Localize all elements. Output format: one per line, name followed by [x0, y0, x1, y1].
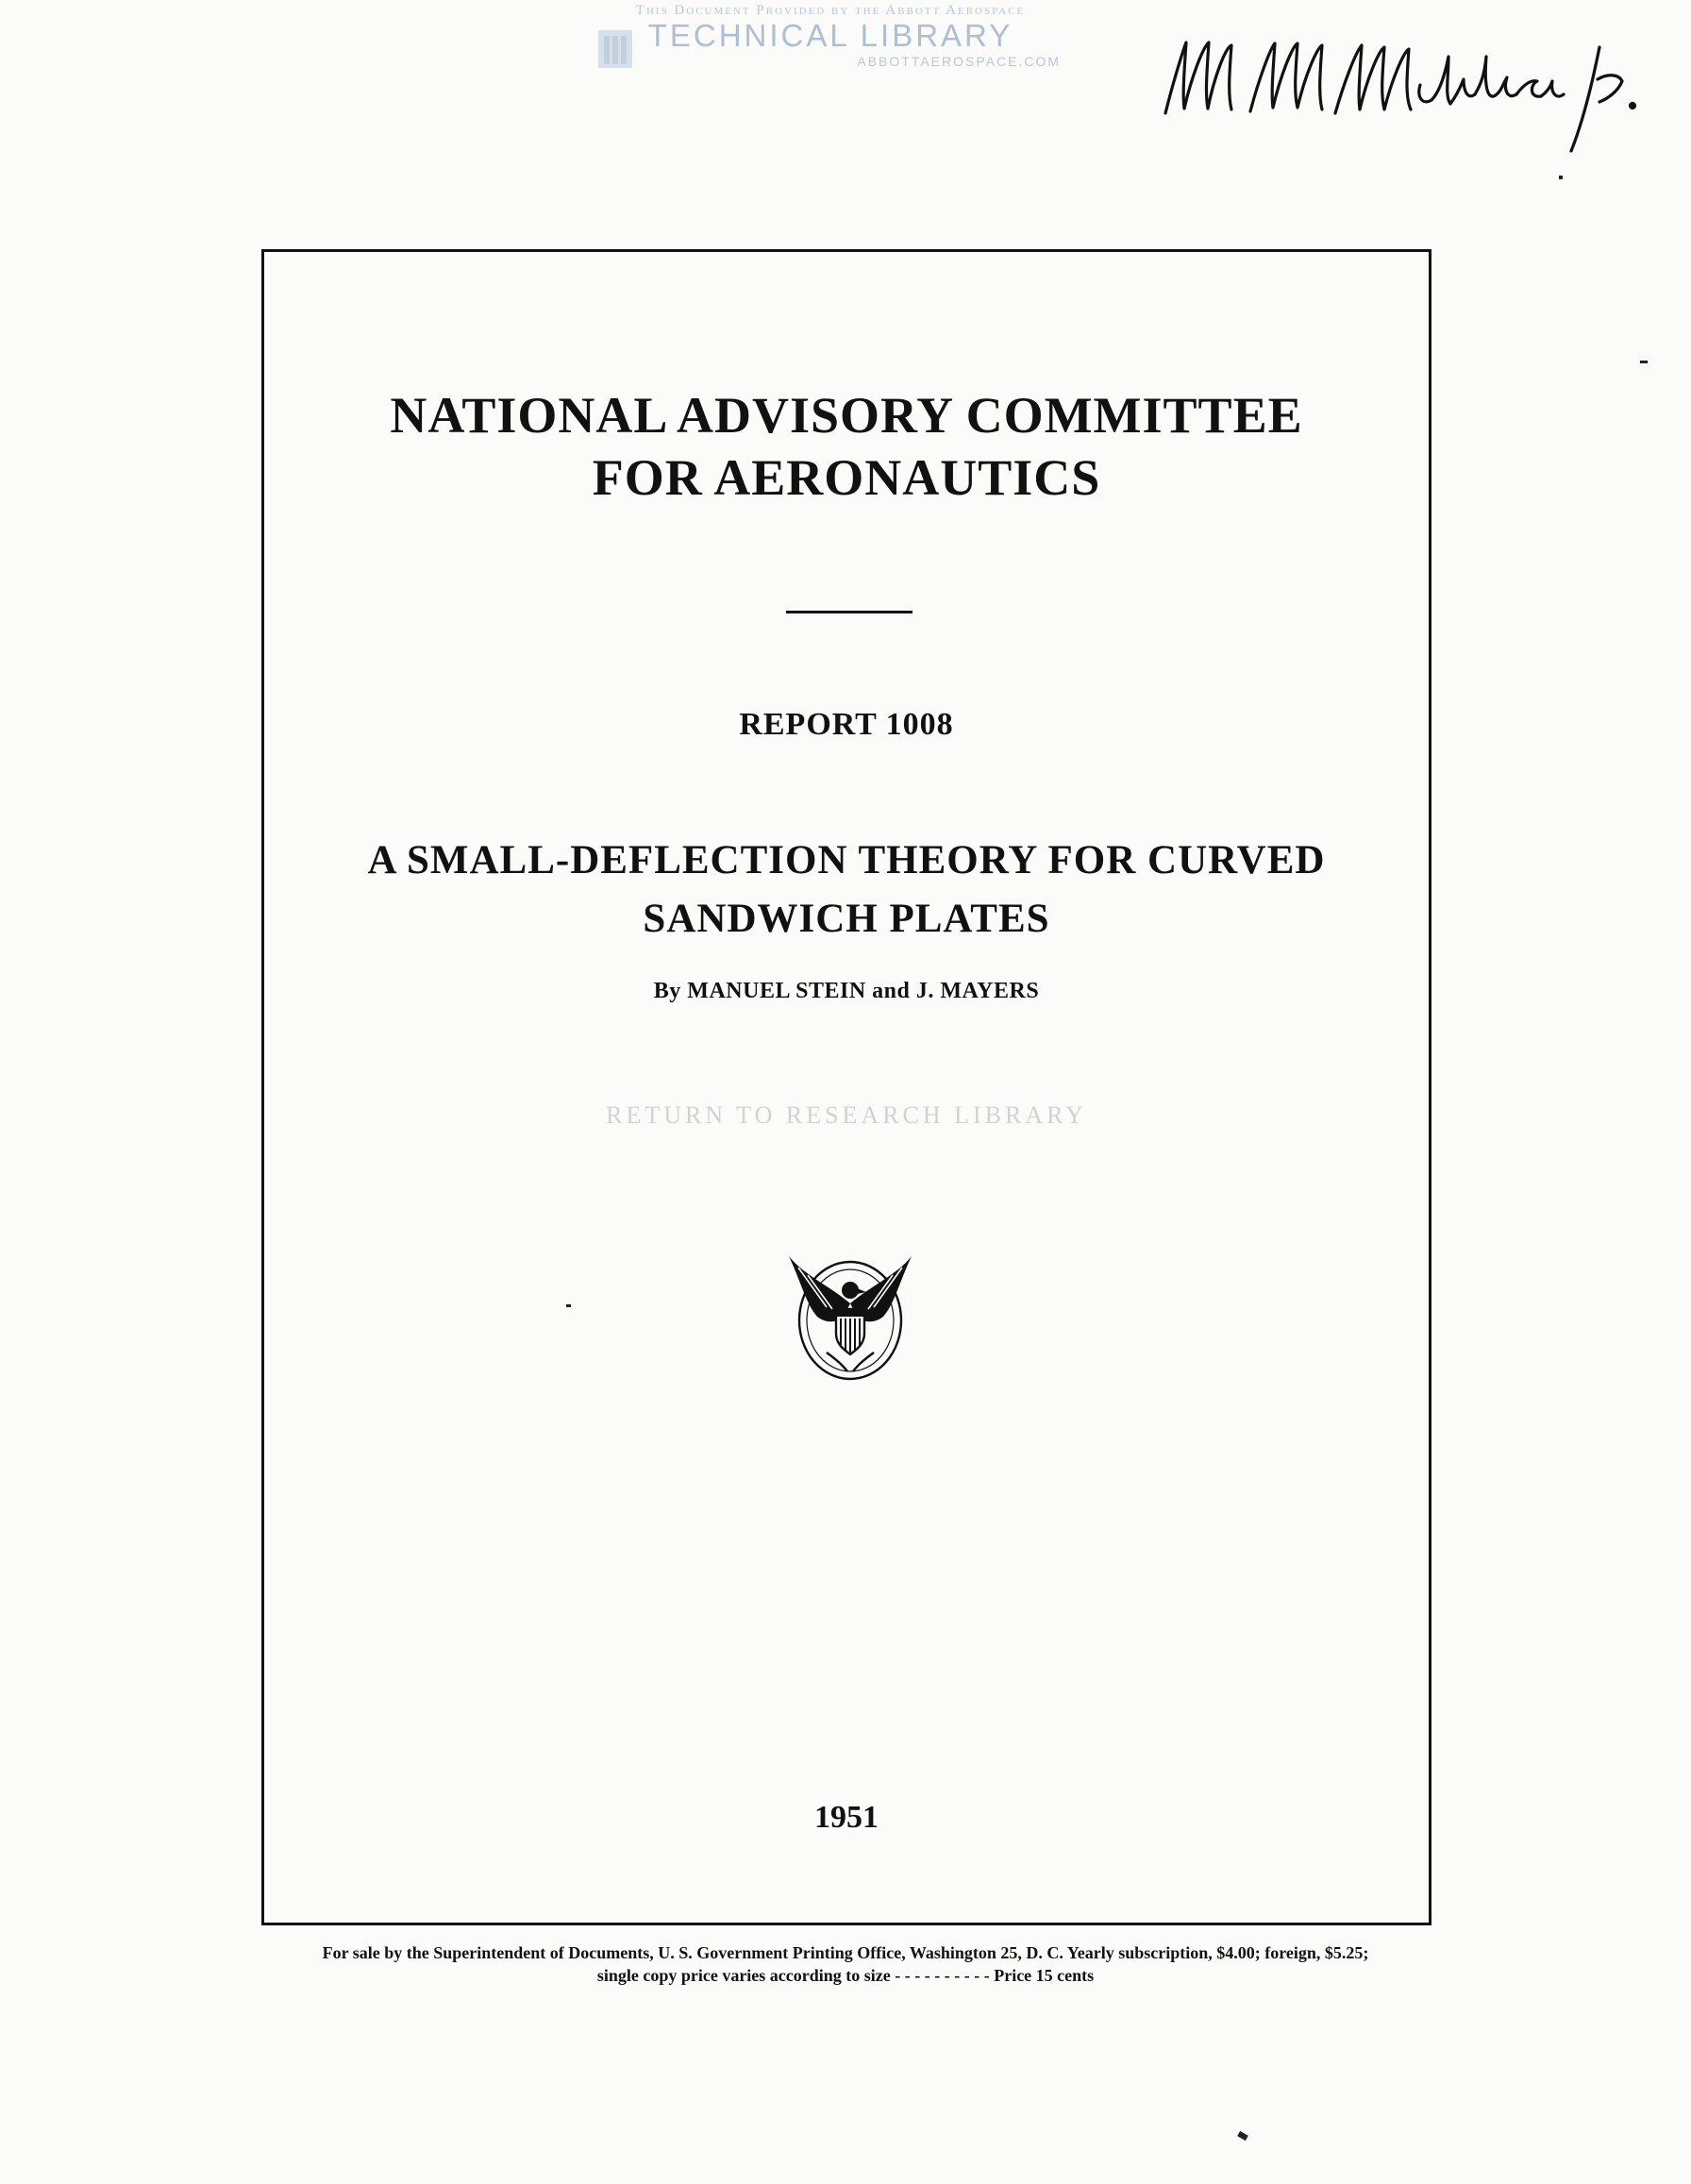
sale-notice-line2: single copy price varies according to size - - - - - - - - - - Price 15 cents	[596, 1966, 1095, 1985]
watermark-library-name: TECHNICAL LIBRARY	[647, 18, 1013, 53]
watermark-url: ABBOTTAEROSPACE.COM	[857, 54, 1061, 69]
sale-notice	[189, 1941, 1502, 1987]
library-watermark	[594, 4, 1066, 68]
sale-notice-line1: For sale by the Superintendent of Documents, U. S. Government Printing Office, Washington 25, D. C. Yearly subscription, $4.00; foreign, $5.25;	[322, 1943, 1369, 1962]
paper-speck	[1640, 361, 1648, 363]
report-title-line1: A SMALL-DEFLECTION THEORY FOR CURVED	[367, 838, 1326, 882]
naca-seal-icon	[785, 1247, 915, 1386]
paper-speck	[1559, 176, 1563, 179]
publication-year: 1951	[814, 1800, 879, 1835]
report-title-line2: SANDWICH PLATES	[643, 897, 1050, 941]
faded-library-stamp: RETURN TO RESEARCH LIBRARY	[606, 1101, 1087, 1129]
watermark-provided-by: This Document Provided by the Abbott Aerospace	[635, 3, 1026, 18]
committee-name-line1: NATIONAL ADVISORY COMMITTEE	[390, 387, 1303, 444]
report-number: REPORT 1008	[739, 707, 954, 742]
title-divider	[786, 611, 912, 613]
paper-speck	[1237, 2131, 1248, 2141]
handwritten-signature	[1156, 19, 1647, 160]
paper-speck	[566, 1304, 571, 1307]
committee-name-line2: FOR AERONAUTICS	[592, 449, 1101, 506]
report-title	[264, 832, 1429, 949]
cover-frame	[261, 249, 1431, 1925]
report-authors: By MANUEL STEIN and J. MAYERS	[653, 979, 1040, 1003]
committee-name	[264, 384, 1429, 509]
library-logo-icon	[594, 25, 636, 72]
